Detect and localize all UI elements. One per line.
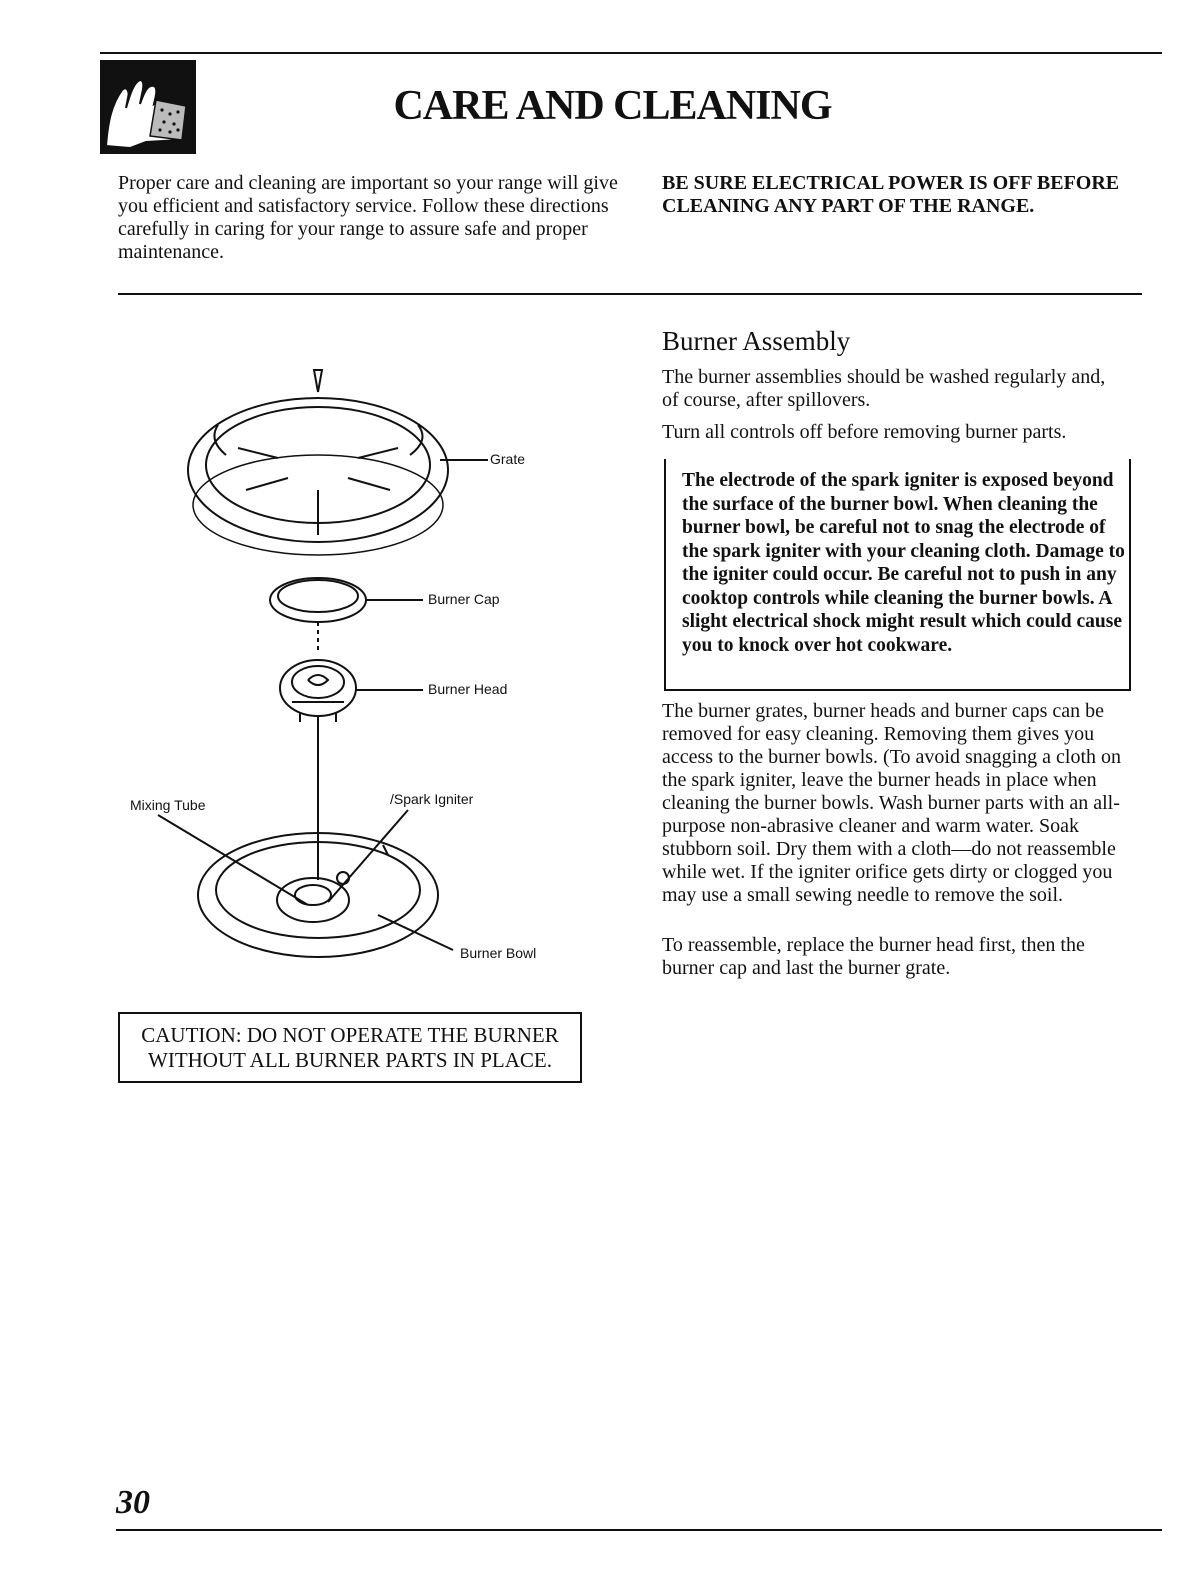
label-burner-cap: Burner Cap xyxy=(428,591,500,607)
caution-box xyxy=(118,1012,582,1083)
section-divider xyxy=(118,293,1142,295)
caution-line-1: CAUTION: DO NOT OPERATE THE BURNER xyxy=(141,1023,559,1047)
label-burner-bowl: Burner Bowl xyxy=(460,945,537,961)
burner-assembly-diagram xyxy=(118,330,588,970)
igniter-warning-box xyxy=(664,459,1131,691)
page-number: 30 xyxy=(116,1484,150,1521)
label-spark-igniter: /Spark Igniter xyxy=(390,791,474,807)
removal-paragraph: The burner grates, burner heads and burner caps can be removed for easy cleaning. Removing them gives you access to the burner bowls. (To avoid snagging a cloth on the spark igniter, leave the burner heads in place when cleaning the burner bowls. Wash burner parts with an all-purpose non-abrasive cleaner and warm water. Soak stubborn soil. Dry them with a cloth—do not reassemble while wet. If the igniter orifice gets dirty or clogged you may use a small sewing needle to remove the soil. xyxy=(662,700,1122,906)
label-mixing-tube: Mixing Tube xyxy=(130,797,206,813)
igniter-warning-text: The electrode of the spark igniter is exposed beyond the surface of the burner bowl. When cleaning the burner bowl, be careful not to snag the electrode of the spark igniter with your cleaning cloth. Damage to the igniter could occur. Be careful not to push in any cooktop controls while cleaning the burner bowls. A slight electrical shock might result which could cause you to knock over hot cookware. xyxy=(682,470,1125,656)
page-title: CARE AND CLEANING xyxy=(393,83,832,129)
bottom-rule xyxy=(116,1529,1162,1531)
section-heading: Burner Assembly xyxy=(662,326,851,356)
power-off-warning: BE SURE ELECTRICAL POWER IS OFF BEFORE CLEANING ANY PART OF THE RANGE. xyxy=(662,172,1120,217)
reassemble-paragraph: To reassemble, replace the burner head first, then the burner cap and last the burner grate. xyxy=(662,934,1085,979)
label-burner-head: Burner Head xyxy=(428,681,508,697)
top-rule xyxy=(100,52,1162,54)
hand-cleaning-icon xyxy=(100,60,196,154)
controls-off-paragraph: Turn all controls off before removing burner parts. xyxy=(662,421,1067,443)
burner-cap-illustration xyxy=(270,578,366,622)
label-grate: Grate xyxy=(490,451,526,467)
intro-paragraph: Proper care and cleaning are important so your range will give you efficient and satisfactory service. Follow these directions carefully in caring for your range to assure safe and proper maintenance. xyxy=(118,172,618,263)
caution-line-2: WITHOUT ALL BURNER PARTS IN PLACE. xyxy=(148,1048,552,1072)
grate-illustration xyxy=(188,370,448,555)
wash-paragraph: The burner assemblies should be washed regularly and, of course, after spillovers. xyxy=(662,366,1106,411)
